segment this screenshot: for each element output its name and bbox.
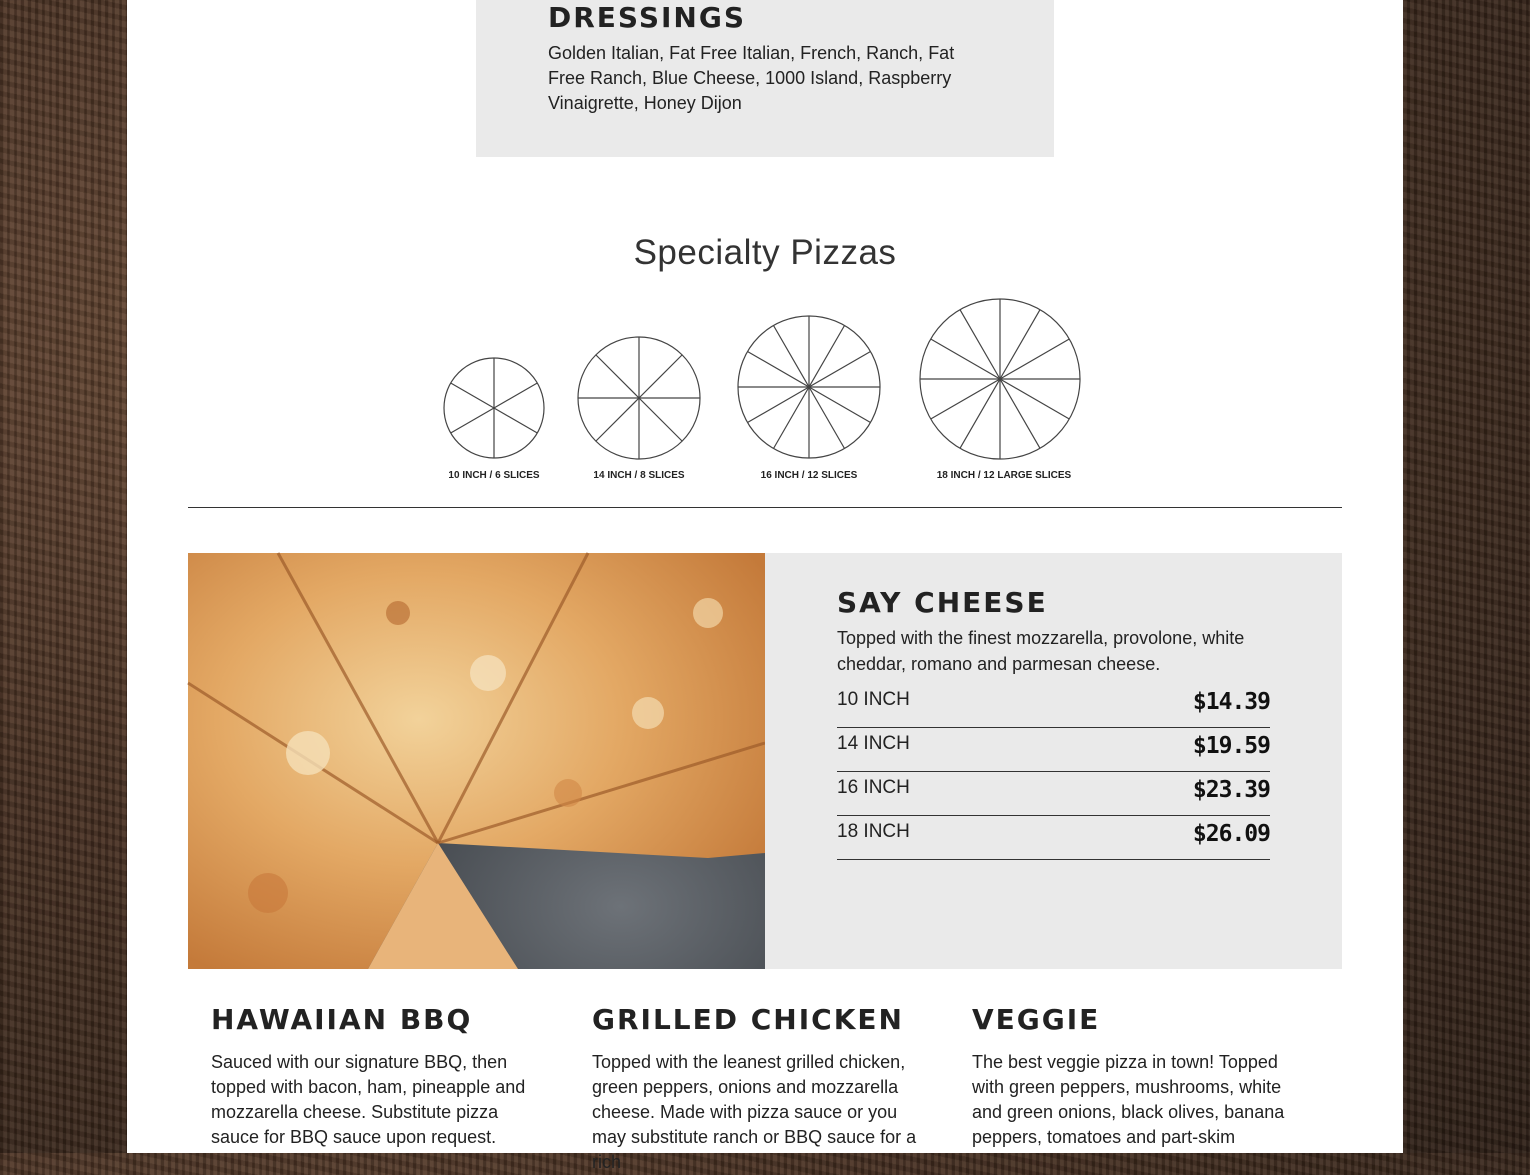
dressings-panel xyxy=(476,0,1054,157)
specialty-pizzas-title: Specialty Pizzas xyxy=(633,233,897,272)
slice-line xyxy=(748,387,809,423)
say-cheese-photo xyxy=(188,553,765,969)
slice-line xyxy=(639,398,682,441)
pizza-size-chart xyxy=(127,290,1403,490)
slice-line xyxy=(494,408,537,433)
dressings-title: DRESSINGS xyxy=(548,1,747,34)
price-row xyxy=(837,773,1270,816)
pizza-18-inch-icon xyxy=(920,299,1080,481)
slice-line xyxy=(596,398,639,441)
slice-line xyxy=(774,387,810,448)
price-size: 16 INCH xyxy=(837,777,910,798)
grilled-chicken-title: GRILLED CHICKEN xyxy=(592,1003,904,1036)
price-size: 10 INCH xyxy=(837,689,910,710)
grilled-chicken-item xyxy=(592,1000,927,1175)
slice-line xyxy=(451,383,494,408)
size-label-10: 10 INCH / 6 SLICES xyxy=(448,470,540,481)
slice-line xyxy=(596,355,639,398)
price-row xyxy=(837,817,1270,860)
price-value: $26.09 xyxy=(1192,821,1270,847)
price-value: $14.39 xyxy=(1192,689,1270,715)
slice-line xyxy=(809,387,870,423)
section-divider xyxy=(188,507,1342,508)
size-label-18: 18 INCH / 12 LARGE SLICES xyxy=(936,470,1072,481)
slice-line xyxy=(960,379,1000,448)
price-value: $23.39 xyxy=(1192,777,1270,803)
grilled-chicken-description: Topped with the leanest grilled chicken, green peppers, onions and mozzarella cheese. Made with pizza sauce or you may substitute ranch or BBQ sauce for a rich xyxy=(592,1052,917,1172)
hawaiian-bbq-description: Sauced with our signature BBQ, then topped with bacon, ham, pineapple and mozzarella cheese. Substitute pizza sauce for BBQ sauce upon request. xyxy=(211,1052,526,1147)
slice-line xyxy=(931,379,1000,419)
size-label-14: 14 INCH / 8 SLICES xyxy=(593,470,685,481)
slice-line xyxy=(1000,379,1069,419)
size-label-16: 16 INCH / 12 SLICES xyxy=(760,470,858,481)
veggie-title: VEGGIE xyxy=(972,1003,1101,1036)
slice-line xyxy=(809,326,845,387)
slice-line xyxy=(809,352,870,388)
slice-line xyxy=(1000,339,1069,379)
pizza-10-inch-icon xyxy=(444,358,544,481)
price-value: $19.59 xyxy=(1192,733,1270,759)
price-size: 14 INCH xyxy=(837,733,910,754)
menu-page xyxy=(127,0,1403,1172)
hawaiian-bbq-item xyxy=(211,1000,546,1150)
pizza-14-inch-icon xyxy=(578,337,700,481)
price-size: 18 INCH xyxy=(837,821,910,842)
slice-line xyxy=(931,339,1000,379)
slice-line xyxy=(1000,310,1040,379)
slice-line xyxy=(1000,379,1040,448)
hawaiian-bbq-title: HAWAIIAN BBQ xyxy=(211,1003,473,1036)
say-cheese-description: Topped with the finest mozzarella, provolone, white cheddar, romano and parmesan cheese. xyxy=(837,628,1245,674)
veggie-item xyxy=(972,1000,1307,1150)
cheese-pizza-image xyxy=(188,553,765,969)
slice-line xyxy=(748,352,809,388)
pizza-16-inch-icon xyxy=(738,316,880,481)
slice-line xyxy=(809,387,845,448)
slice-line xyxy=(451,408,494,433)
say-cheese-title: SAY CHEESE xyxy=(837,586,1048,619)
slice-line xyxy=(639,355,682,398)
say-cheese-panel xyxy=(765,553,1342,969)
slice-line xyxy=(494,383,537,408)
price-row xyxy=(837,685,1270,728)
slice-line xyxy=(774,326,810,387)
dressings-list: Golden Italian, Fat Free Italian, French, Ranch, Fat Free Ranch, Blue Cheese, 1000 Island, Raspberry Vinaigrette, Honey Dijon xyxy=(548,43,955,113)
price-row xyxy=(837,729,1270,772)
price-table xyxy=(837,685,1270,861)
veggie-description: The best veggie pizza in town! Topped with green peppers, mushrooms, white and green onions, black olives, banana peppers, tomatoes and part-skim xyxy=(972,1052,1285,1147)
slice-line xyxy=(960,310,1000,379)
